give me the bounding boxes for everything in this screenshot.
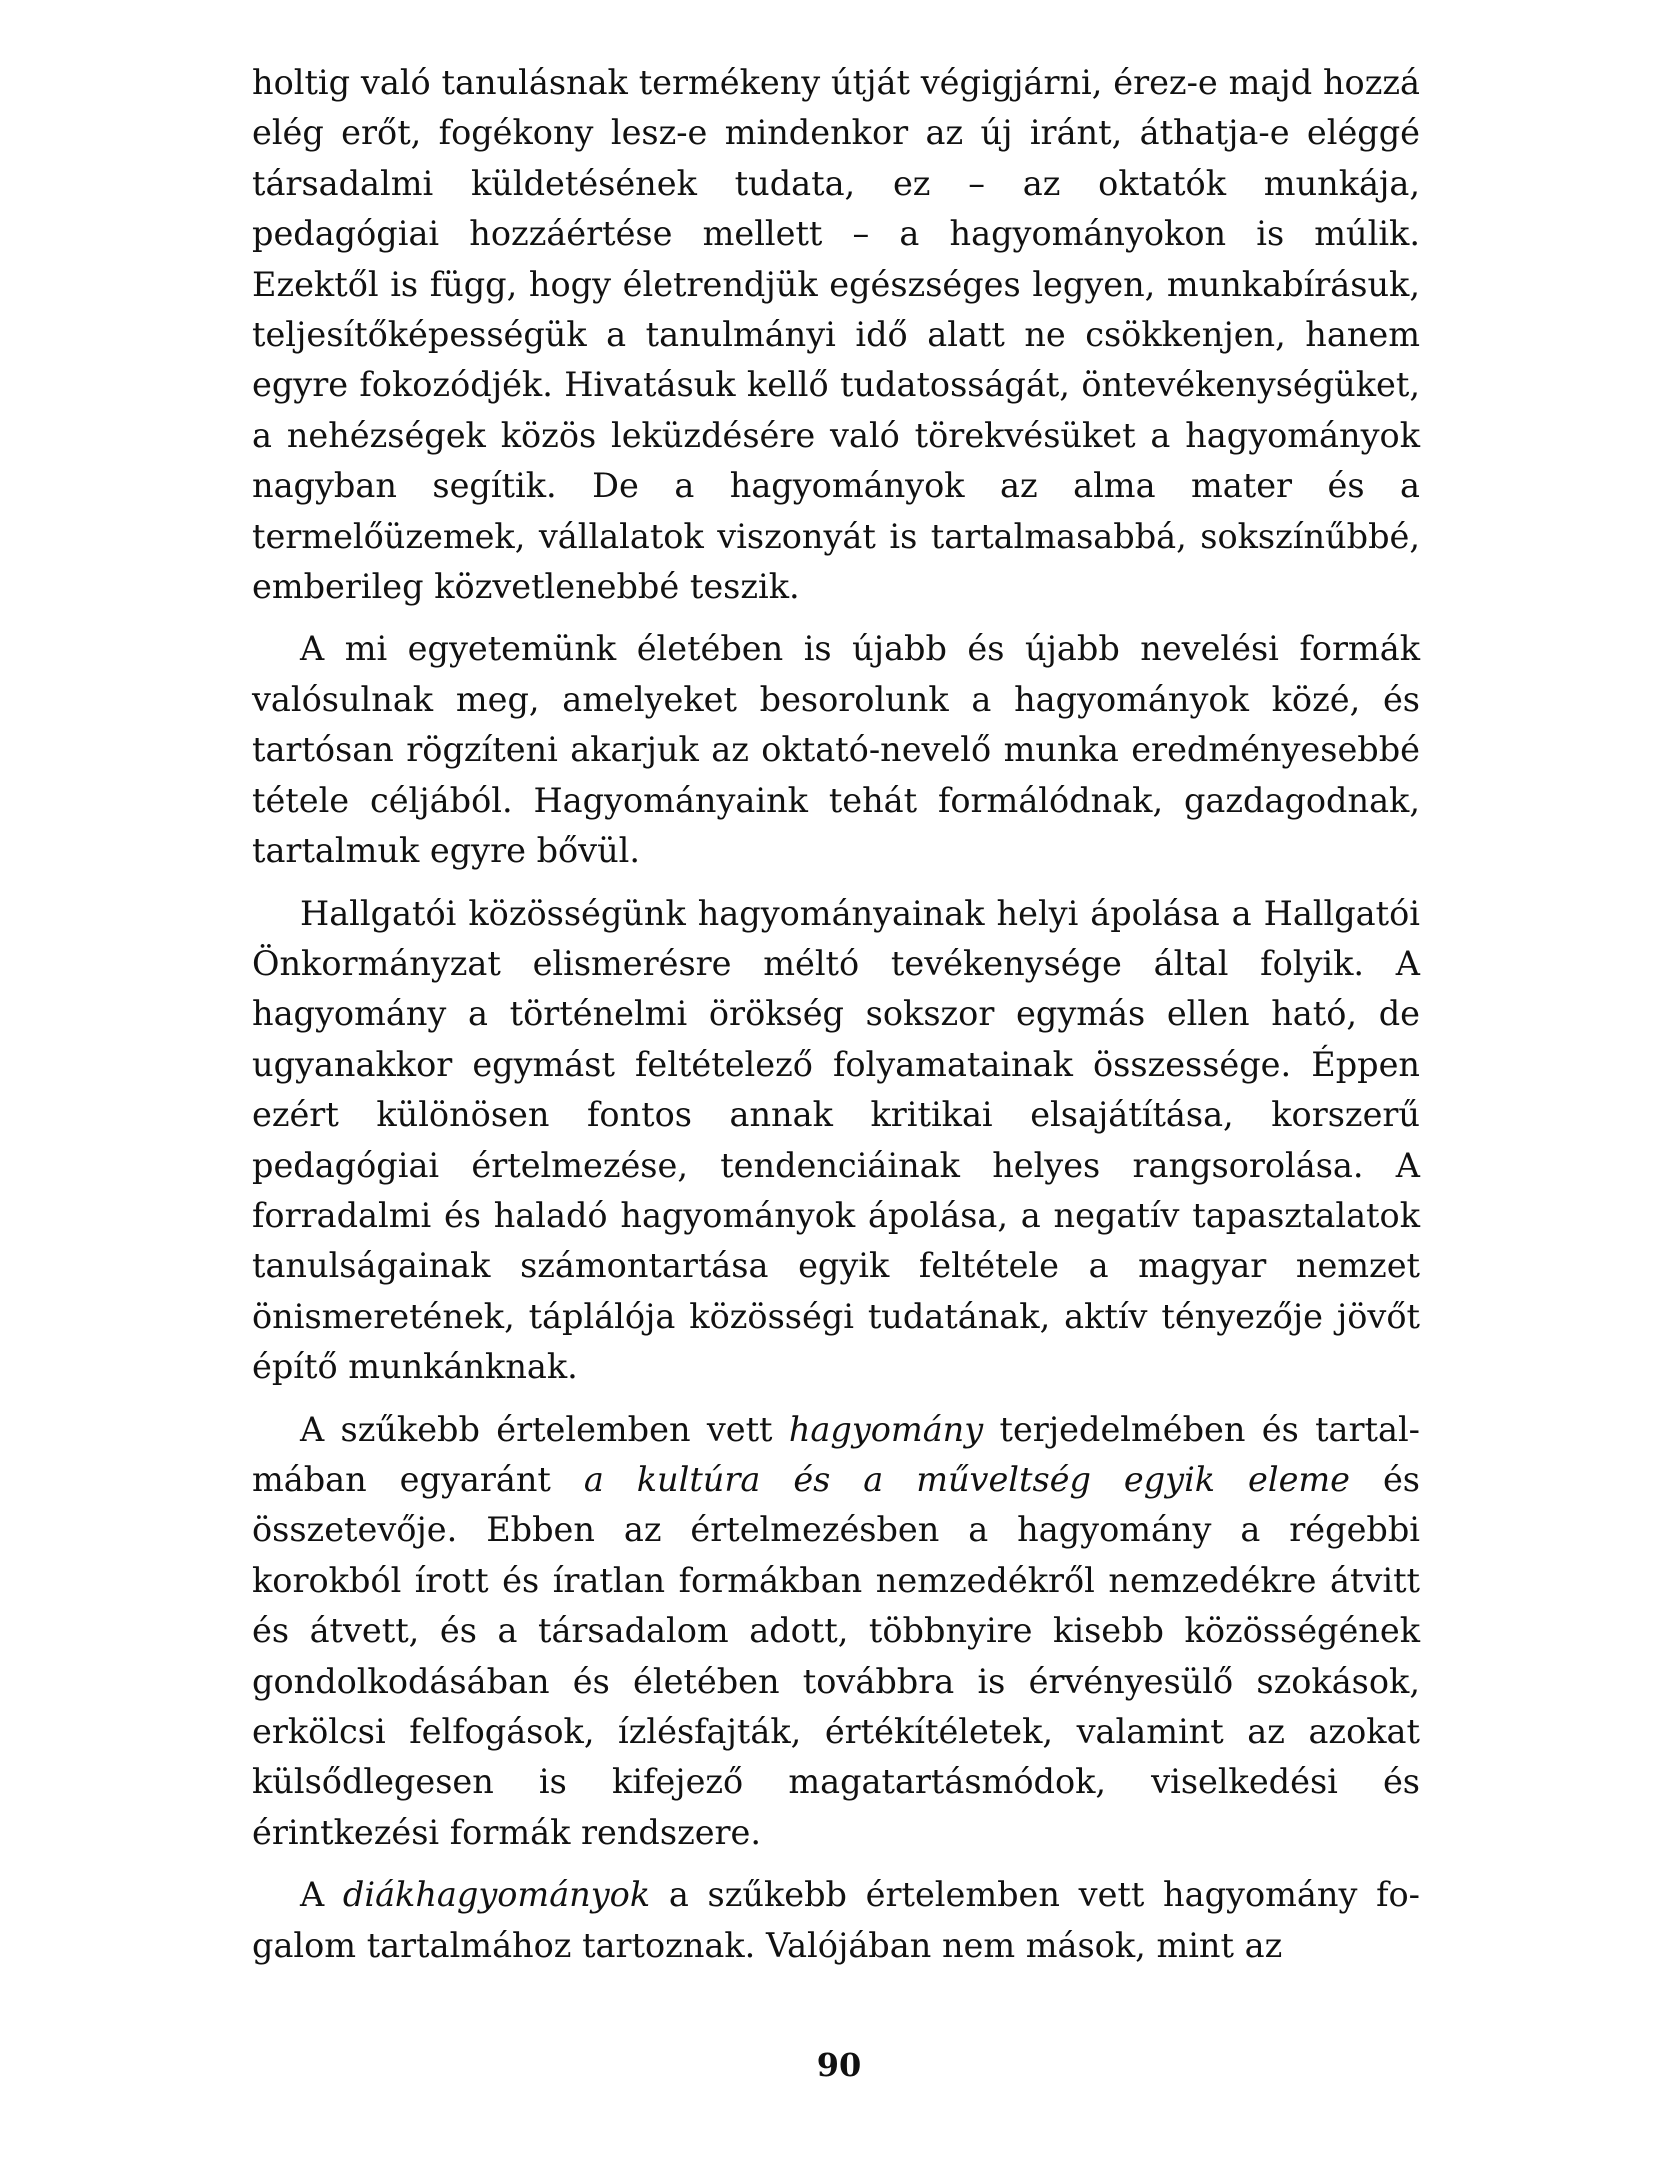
paragraph-2 — [252, 624, 1420, 876]
page-number: 90 — [816, 2046, 862, 2084]
paragraph-2-text: A mi egyetemünk életében is újabb és újabb nevelési formák valósulnak meg, amelyeket besorolunk a hagyományok közé, és tartósan rögzíteni akarjuk az oktató-nevelő munka eredményesebbé tétele céljából. Hagyományaink tehát formálódnak, gazdagodnak, tartalmuk egyre bővül. — [252, 629, 1420, 871]
paragraph-1-text: holtig való tanulásnak termékeny útját végigjárni, érez-e majd hozzá elég erőt, fogékony lesz-e mindenkor az új iránt, áthatja-e eléggé társadalmi küldetésének tudata, ez – az oktatók munkája, pedagógiai hozzáértése mellett – a hagyományokon is múlik. Ezektől is függ, hogy életrendjük egészséges legyen, munkabírásuk, teljesítőképességük a tanulmányi idő alatt ne csökkenjen, hanem egyre fokozódjék. Hivatásuk kellő tudatosságát, öntevékenységüket, a nehézségek közös leküzdésére való törekvésüket a hagyományok nagyban segítik. De a hagyományok az alma mater és a termelőüzemek, vállalatok viszonyát is tartalmasabbá, sokszínűbbé, emberileg közvetlenebbé teszik. — [252, 63, 1420, 607]
paragraph-4-text-b: terjedelmében és tartalmában egyaránt — [252, 1409, 1420, 1499]
paragraph-5-text-a: A — [300, 1875, 343, 1915]
paragraph-3-text: Hallgatói közösségünk hagyományainak helyi ápolása a Hallgatói Önkormányzat elismerésre méltó tevékenysége által folyik. A hagyomány a történelmi örökség sokszor egymás ellen ható, de ugyanakkor egymást feltételező folyamatainak összessége. Éppen ezért különösen fontos annak kritikai elsajátítása, korszerű pedagógiai értelmezése, tendenciáinak helyes rangsorolása. A forradalmi és haladó hagyományok ápolása, a negatív tapasztalatok tanulságainak számontartása egyik feltétele a magyar nemzet önismeretének, táplálója közösségi tudatának, aktív tényezője jövőt építő munkánknak. — [252, 893, 1420, 1387]
paragraph-4-text-c: és összetevője. Ebben az értelmezésben a hagyomány a régebbi korokból írott és íratlan formákban nemzedékről nemzedékre átvitt és átvett, és a társadalom adott, többnyire kisebb közösségének gondolkodásában és életében továbbra is érvényesülő szokások, erkölcsi felfogások, ízlésfajták, értékítéletek, valamint az azokat külsődlegesen is kifejező magatartásmódok, viselkedési és érintkezési formák rendszere. — [252, 1459, 1420, 1852]
paragraph-5-text-b: a szűkebb értelemben vett hagyomány fogalom tartalmához tartoznak. Valójában nem mások, mint az — [252, 1875, 1420, 1965]
term-hagyomany: hagyomány — [788, 1409, 984, 1449]
paragraph-3 — [252, 889, 1420, 1393]
paragraph-5 — [252, 1870, 1420, 1971]
page-content — [252, 58, 1420, 2058]
paragraph-4 — [252, 1405, 1420, 1859]
paragraph-1 — [252, 58, 1420, 612]
paragraph-4-text-a: A szűkebb értelemben vett — [300, 1409, 789, 1449]
term-diakhagyomanyok: diákhagyományok — [342, 1875, 651, 1915]
term-kultura-muveltseg: a kultúra és a műveltség egyik eleme — [583, 1459, 1351, 1499]
